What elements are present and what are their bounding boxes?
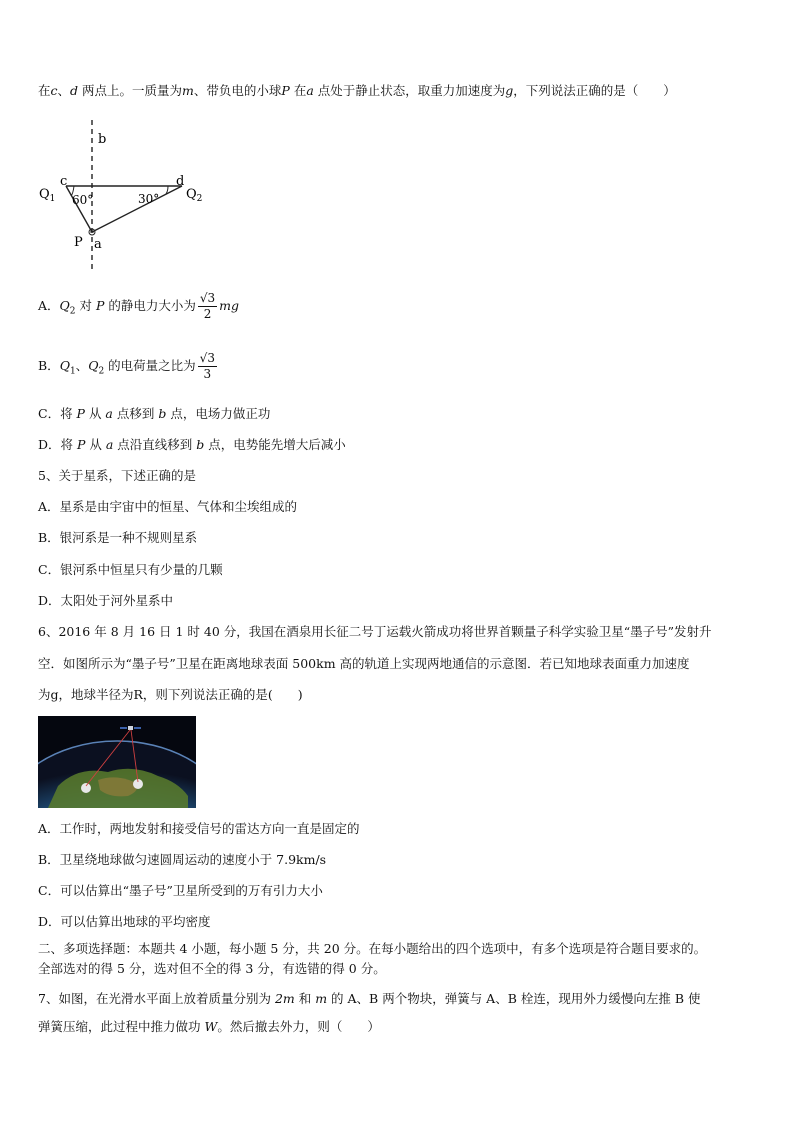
label-Q1: $Q_1$ [39,187,56,204]
denominator: 2 [203,307,212,321]
label-angle-60: 60° [72,193,94,207]
q4-var-g: g [505,83,514,98]
label-Q2: $Q_2$ [186,187,203,204]
q4-option-c [38,405,270,423]
q4-stem-text: 、 [57,83,71,98]
q4-stem [38,82,676,100]
q-subscript: 2 [69,306,76,317]
radicand: 3 [207,291,216,305]
q4-stem-text: ，下列说法正确的是（ ） [513,83,676,98]
option-text: 、 [75,358,89,373]
section-2-heading-line-2: 全部选对的得 5 分，选对但不全的得 3 分，有选错的得 0 分。 [38,961,386,976]
option-text: 点沿直线移到 [113,437,197,452]
var-2m: 2m [274,991,295,1006]
q-subscript: 2 [98,366,105,377]
label-d: d [176,174,185,189]
ground-station-1 [81,783,91,793]
q4-stem-text: 在 [289,83,307,98]
sqrt-sign: √ [199,351,208,365]
q4-var-P: P [281,83,290,98]
satellite-earth-image [38,716,196,808]
q5-option-a: A．星系是由宇宙中的恒星、气体和尘埃组成的 [38,499,298,514]
var-m: m [315,991,328,1006]
q4-var-c: c [50,83,58,98]
q4-var-a: a [306,83,314,98]
var-mg: mg [219,298,240,313]
var-P: P [77,437,86,452]
var-b: b [158,406,167,421]
q5-stem: 5、关于星系，下述正确的是 [38,468,196,483]
option-text: 的静电力大小为 [104,298,196,313]
option-text: 的电荷量之比为 [104,358,196,373]
var-W: W [204,1019,218,1034]
q-symbol: Q [59,298,70,313]
q7-text: 。然后撤去外力，则（ ） [217,1019,380,1034]
q6-option-a: A．工作时，两地发射和接受信号的雷达方向一直是固定的 [38,821,360,836]
sqrt-sign: √ [199,291,208,305]
q-subscript: 1 [69,366,76,377]
q7-text: 弹簧压缩，此过程中推力做功 [38,1019,205,1034]
label-P: P [74,235,83,250]
fraction-sqrt3-over-2 [198,291,217,322]
option-letter: B． [38,358,60,373]
q4-stem-text: 两点上。一质量为 [78,83,183,98]
q6-stem-line-1: 6、2016 年 8 月 16 日 1 时 40 分，我国在酒泉用长征二号丁运载火箭成功将世界首颗量子科学实验卫星“墨子号”发射升 [38,624,712,639]
var-P: P [95,298,105,313]
q4-stem-text: 、带负电的小球 [193,83,282,98]
q7-stem-line-2 [38,1018,380,1036]
q-symbol: Q [88,358,99,373]
label-c: c [60,174,68,189]
option-text: D．将 [38,437,77,452]
var-a: a [105,406,113,421]
option-text: C．将 [38,406,77,421]
q6-option-b: B．卫星绕地球做匀速圆周运动的速度小于 7.9km/s [38,852,327,867]
q4-stem-text: 在 [38,83,51,98]
q7-stem-line-1 [38,990,701,1008]
option-letter: A． [38,298,60,313]
q-symbol: Q [59,358,70,373]
section-2-heading-line-1: 二、多项选择题：本题共 4 小题，每小题 5 分，共 20 分。在每小题给出的四个选项中，有多个选项是符合题目要求的。 [38,941,707,956]
q4-charge-diagram [36,112,216,274]
q5-option-d: D．太阳处于河外星系中 [38,593,174,608]
q4-option-d [38,436,346,454]
q7-text: 7、如图，在光滑水平面上放着质量分别为 [38,991,275,1006]
q5-option-b: B．银河系是一种不规则星系 [38,530,198,545]
denominator: 3 [203,367,212,381]
q6-option-d: D．可以估算出地球的平均密度 [38,914,211,929]
label-a: a [94,237,102,252]
q6-stem-line-3: 为g，地球半径为R，则下列说法正确的是( ) [38,687,303,702]
option-text: 从 [85,437,106,452]
q6-option-c: C．可以估算出“墨子号”卫星所受到的万有引力大小 [38,883,323,898]
option-text: 从 [84,406,106,421]
q5-option-c: C．银河系中恒星只有少量的几颗 [38,562,223,577]
option-text: 点，电势能先增大后减小 [204,437,346,452]
var-a: a [105,437,114,452]
q4-option-b [38,348,219,390]
q7-text: 的 A、B 两个物块，弹簧与 A、B 栓连，现用外力缓慢向左推 B 使 [327,991,701,1006]
q6-stem-line-2: 空．如图所示为“墨子号”卫星在距离地球表面 500km 高的轨道上实现两地通信的示意图．若已知地球表面重力加速度 [38,656,690,671]
q7-text: 和 [294,991,316,1006]
segment-da [92,186,182,232]
q4-stem-text: 点处于静止状态，取重力加速度为 [313,83,506,98]
q4-var-d: d [70,83,79,98]
var-b: b [196,437,205,452]
option-text: 对 [75,298,96,313]
label-b: b [98,132,107,147]
q4-var-m: m [182,83,194,98]
option-text: 点，电场力做正功 [166,406,271,421]
var-P: P [76,406,85,421]
q4-option-a [38,288,239,330]
fraction-sqrt3-over-3 [198,351,217,382]
radicand: 3 [207,351,215,365]
label-angle-30: 30° [138,192,160,206]
option-text: 点移到 [112,406,159,421]
